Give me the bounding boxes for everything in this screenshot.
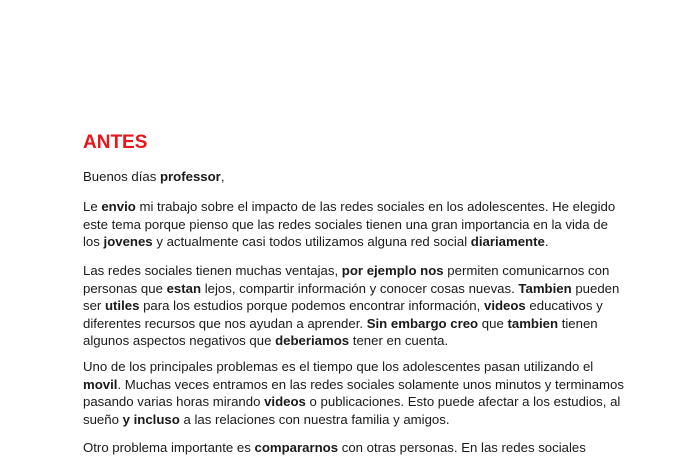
section-heading: ANTES	[83, 132, 148, 153]
bold-text: utiles	[104, 298, 140, 313]
text-segment: Las redes sociales tienen muchas ventajas,	[83, 263, 342, 278]
text-line	[83, 315, 603, 333]
text-line	[83, 358, 603, 376]
text-segment: . Muchas veces entramos en las redes sociales solamente unos minutos y terminamos	[117, 376, 624, 392]
bold-text: envio	[101, 199, 136, 214]
text-segment: Le	[83, 199, 102, 214]
text-line	[83, 332, 603, 350]
bold-text: deberiamos	[275, 333, 350, 348]
bold-text: videos	[264, 394, 306, 409]
text-segment: Buenos días	[83, 169, 160, 184]
text-segment: algunos aspectos negativos que	[83, 333, 276, 348]
text-segment: ser	[83, 298, 105, 313]
text-line	[83, 233, 603, 251]
text-segment: .	[544, 234, 549, 249]
text-segment: permiten comunicarnos con	[443, 263, 610, 278]
bold-text: Tambien	[518, 280, 572, 296]
text-segment: tener en cuenta.	[349, 333, 449, 348]
text-segment: este tema porque pienso que las redes sociales tienen una gran importancia en la vida de	[83, 216, 608, 232]
text-segment: personas que	[83, 280, 167, 296]
paragraph	[83, 168, 603, 186]
text-segment: que	[478, 315, 508, 331]
paragraph	[83, 198, 616, 251]
text-line	[83, 280, 620, 298]
text-segment: sueño	[83, 411, 123, 427]
text-line	[83, 376, 624, 394]
text-segment: educativos y	[525, 298, 603, 313]
text-line	[83, 216, 608, 234]
bold-text: compararnos	[254, 440, 339, 455]
text-segment: para los estudios porque podemos encontrar información,	[139, 298, 484, 313]
text-segment: lejos, compartir información y conocer cosas nuevas.	[201, 280, 519, 296]
text-line	[83, 411, 603, 429]
bold-text: Sin embargo creo	[366, 315, 479, 331]
text-line	[83, 262, 610, 280]
bold-text: professor	[159, 169, 221, 184]
bold-text: movil	[83, 376, 118, 392]
bold-text: jovenes	[103, 234, 153, 249]
text-segment: Otro problema importante es	[83, 440, 255, 455]
text-segment: a las relaciones con nuestra familia y amigos.	[179, 411, 450, 427]
text-line	[83, 393, 621, 411]
text-line	[83, 198, 616, 216]
text-segment: Uno de los principales problemas es el tiempo que los adolescentes pasan utilizando el	[83, 359, 594, 374]
text-line	[83, 297, 603, 315]
text-segment: con otras personas. En las redes sociales	[338, 440, 586, 455]
bold-text: diariamente	[470, 234, 545, 249]
text-line	[83, 168, 603, 186]
text-line	[83, 439, 603, 457]
bold-text: videos	[483, 298, 526, 313]
paragraph	[83, 262, 620, 350]
bold-text: por ejemplo nos	[341, 263, 444, 278]
text-segment: tienen	[558, 315, 598, 331]
text-segment: los	[83, 234, 104, 249]
text-segment: pueden	[571, 280, 620, 296]
bold-text: tambien	[507, 315, 559, 331]
text-segment: diferentes recursos que nos ayudan a aprender.	[83, 315, 367, 331]
paragraph	[83, 439, 603, 457]
bold-text: y incluso	[122, 411, 180, 427]
text-segment: o publicaciones. Esto puede afectar a los estudios, al	[305, 394, 621, 409]
text-segment: ,	[220, 169, 225, 184]
text-segment: mi trabajo sobre el impacto de las redes sociales en los adolescentes. He elegido	[135, 199, 616, 214]
bold-text: estan	[166, 280, 202, 296]
text-segment: y actualmente casi todos utilizamos alguna red social	[152, 234, 471, 249]
text-segment: pasando varias horas mirando	[83, 394, 265, 409]
paragraph	[83, 358, 624, 428]
